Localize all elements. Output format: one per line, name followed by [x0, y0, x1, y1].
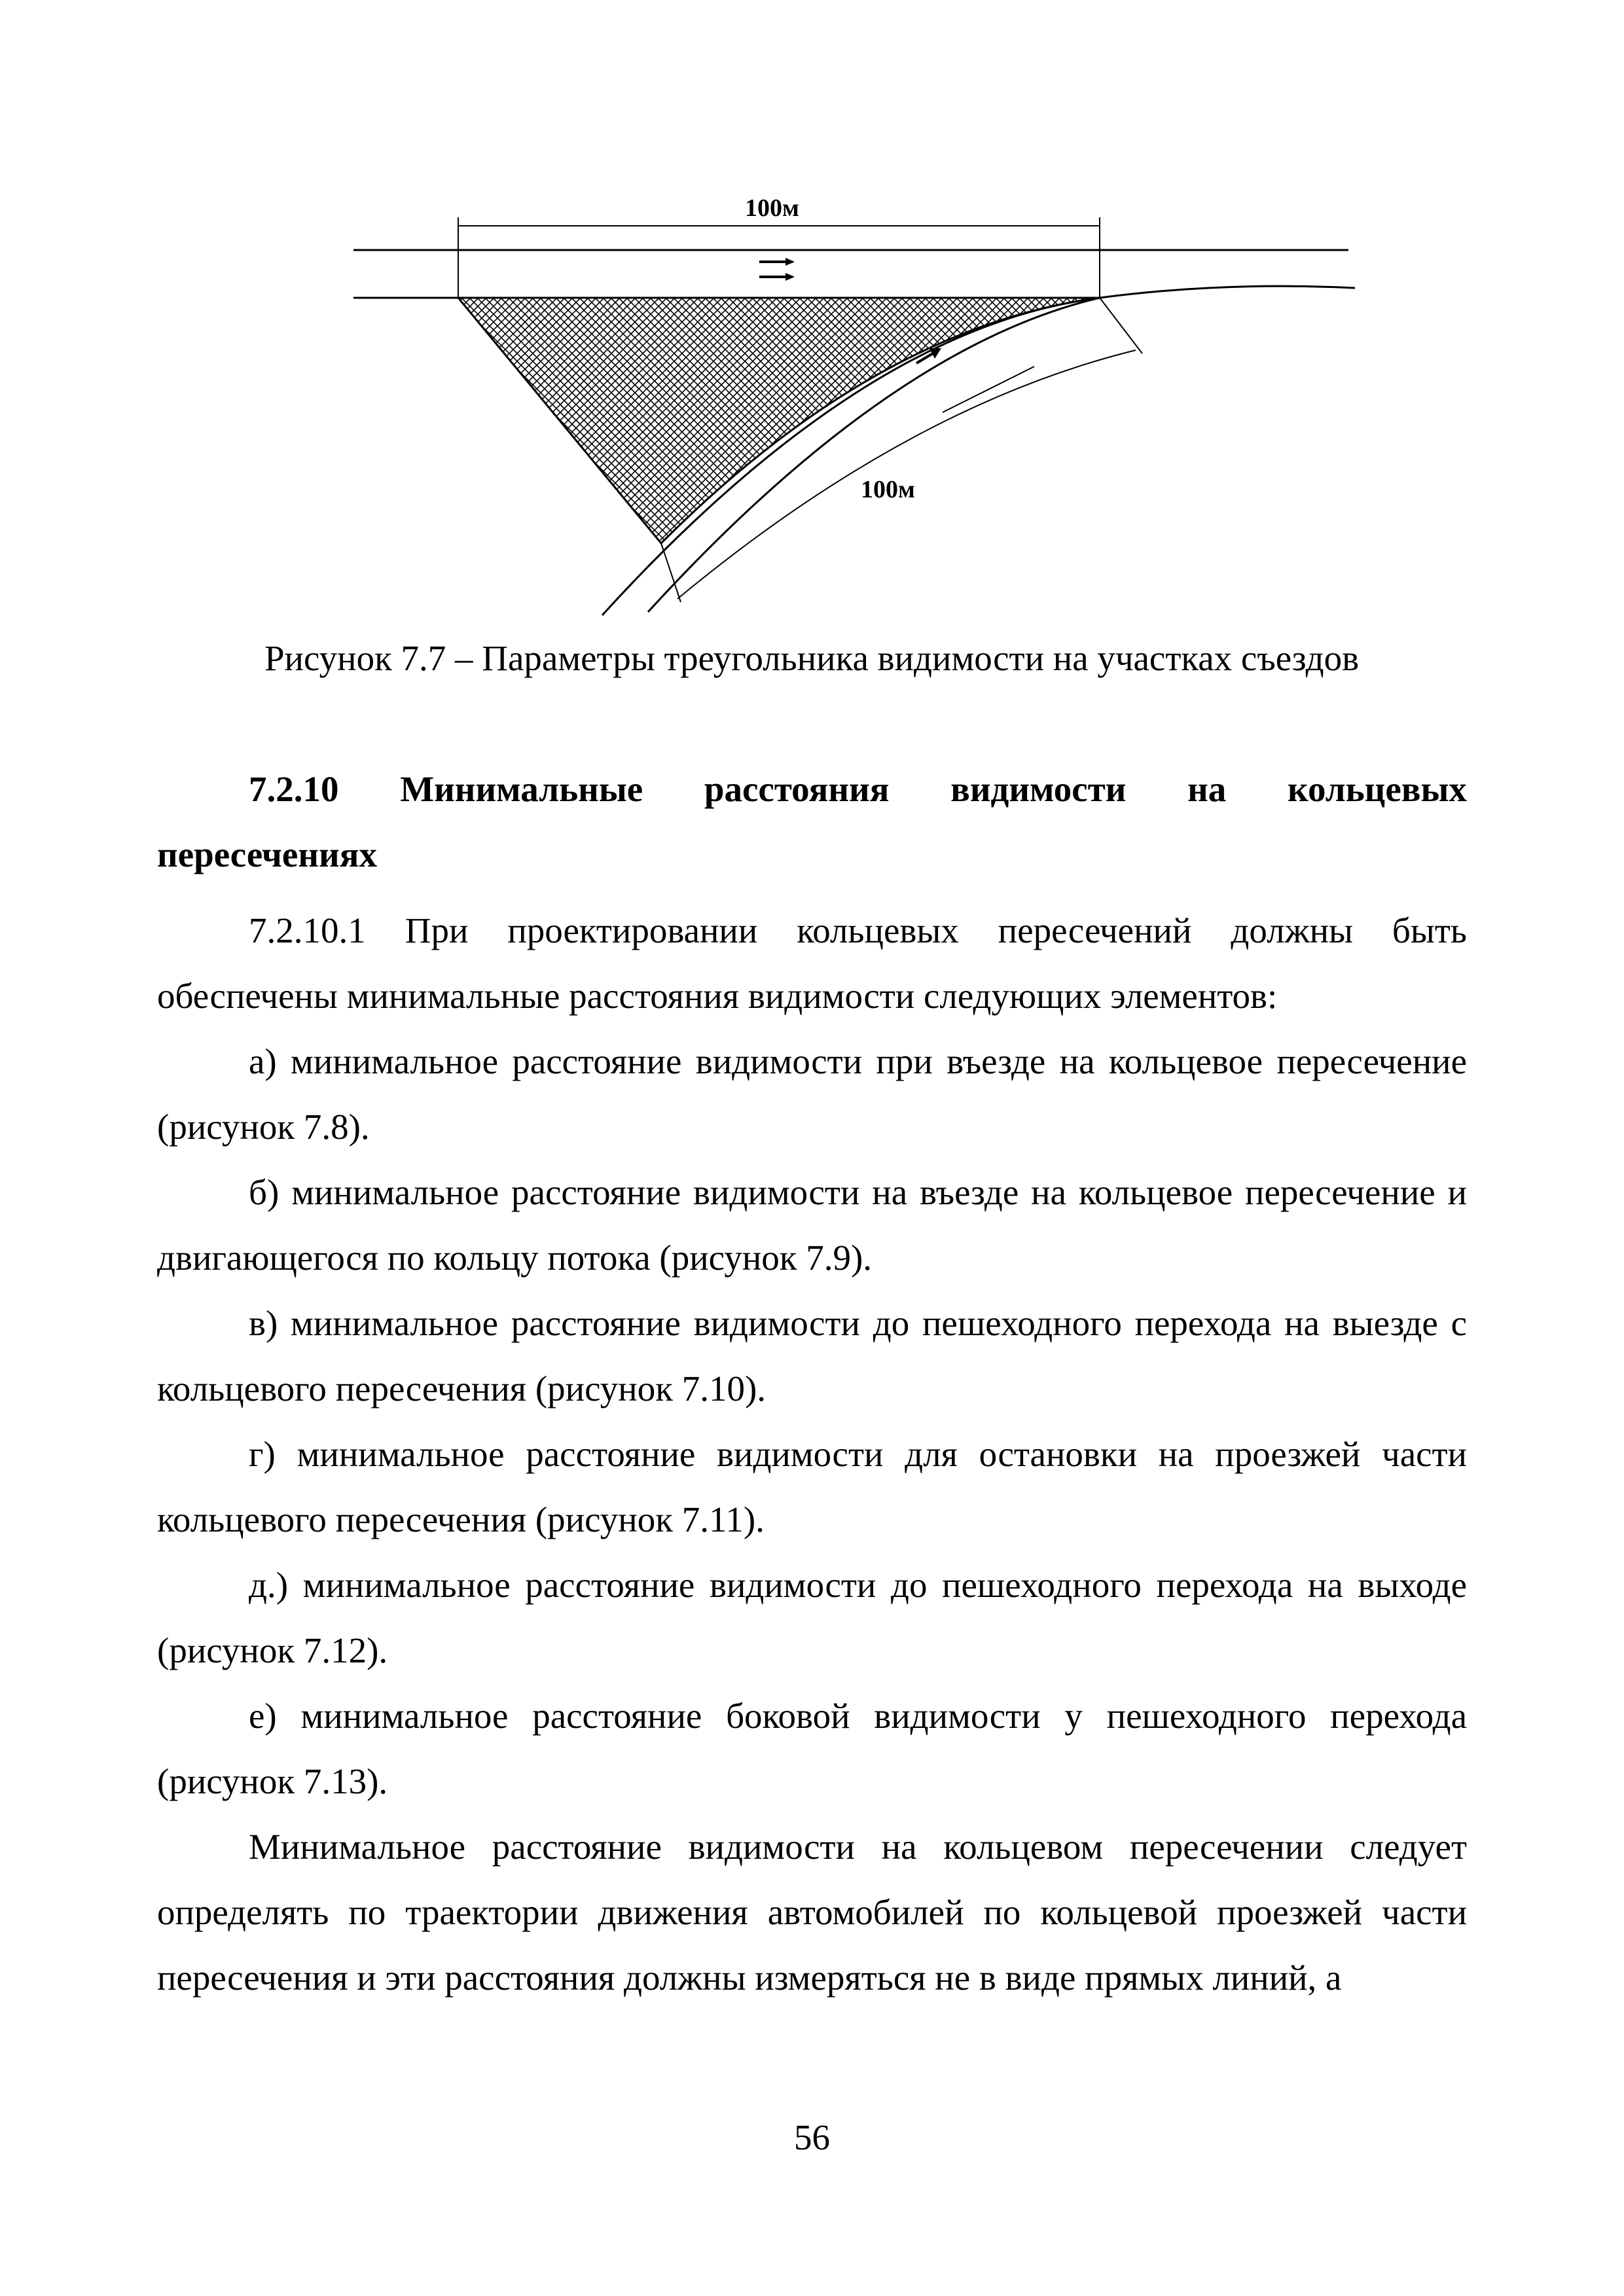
dimension-label-top: 100м	[745, 194, 799, 222]
heading-word: кольцевых	[1288, 769, 1467, 809]
arrow-right-icon	[759, 258, 795, 266]
list-item: б) минимальное расстояние видимости на въезде на кольцевое пересечение и двигающегося по кольцу потока (рисунок 7.9).	[157, 1172, 1467, 1278]
main-road-bottom-edge-right	[1100, 286, 1355, 298]
dimension-leader	[943, 367, 1034, 412]
list-item: г) минимальное расстояние видимости для остановки на проезжей части кольцевого пересечения (рисунок 7.11).	[157, 1434, 1467, 1539]
section-heading-continuation: пересечениях	[157, 834, 377, 874]
page-number: 56	[794, 2117, 830, 2157]
arrow-right-icon	[759, 273, 795, 281]
paragraph: Минимальное расстояние видимости на кольцевом пересечении следует определять по траектории движения автомобилей по кольцевой проезжей части пересечения и эти расстояния должны измеряться не в виде прямых линий, а	[157, 1827, 1467, 1998]
heading-word: Минимальные	[400, 769, 643, 809]
list-item: в) минимальное расстояние видимости до пешеходного перехода на выезде с кольцевого пересечения (рисунок 7.10).	[157, 1303, 1467, 1408]
figure-caption: Рисунок 7.7 – Параметры треугольника видимости на участках съездов	[264, 638, 1360, 678]
dimension-tick-curve-top	[1100, 298, 1142, 353]
section-number: 7.2.10	[249, 769, 339, 809]
list-item: е) минимальное расстояние боковой видимости у пешеходного перехода (рисунок 7.13).	[157, 1696, 1467, 1801]
heading-word: видимости	[950, 769, 1127, 809]
dimension-label-curve: 100м	[861, 476, 915, 503]
list-item: д.) минимальное расстояние видимости до пешеходного перехода на выходе (рисунок 7.12).	[157, 1565, 1467, 1670]
section-heading	[157, 767, 1467, 812]
body-text	[157, 898, 1467, 2011]
heading-word: на	[1187, 769, 1227, 809]
visibility-triangle	[458, 298, 1100, 543]
paragraph: 7.2.10.1 При проектировании кольцевых пересечений должны быть обеспечены минимальные расстояния видимости следующих элементов:	[157, 910, 1467, 1016]
heading-word: расстояния	[704, 769, 890, 809]
visibility-triangle-figure	[340, 177, 1388, 628]
list-item: а) минимальное расстояние видимости при въезде на кольцевое пересечение (рисунок 7.8).	[157, 1041, 1467, 1147]
